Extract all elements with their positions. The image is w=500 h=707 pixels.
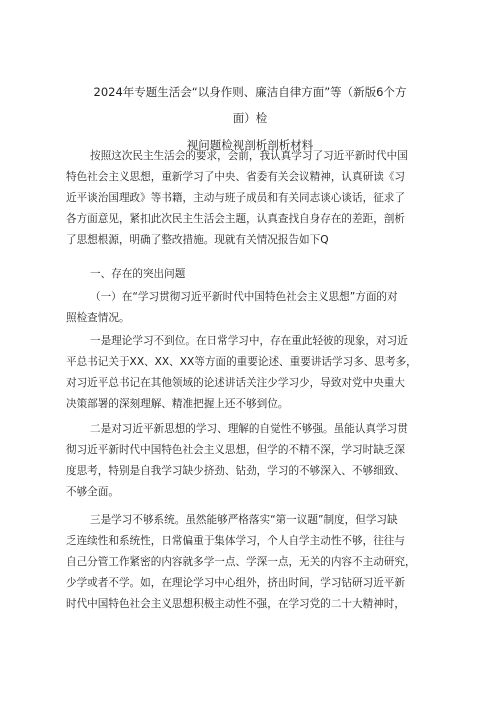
text-line: 二是对习近平新思想的学习、理解的自觉性不够强。虽能认真学习贯 [90, 423, 408, 435]
text-line: 对习近平总书记在其他领域的论述讲话关注少学习少，导致对党中央重大 [66, 377, 405, 389]
point-two-paragraph [66, 419, 436, 503]
text-line: 三是学习不够系统。虽然能够严格落实“第一议题”制度，但学习缺 [90, 514, 398, 526]
text-line: 决策部署的深刻理解、精准把握上还不够到位。 [66, 398, 289, 410]
text-line: 了思想根源，明确了整改措施。现就有关情况报告如下Q [66, 234, 329, 246]
text-line: 度思考，特别是自我学习缺少挤劲、钻劲，学习的不够深入、不够细致、 [66, 465, 405, 477]
text-line: 按照这次民主生活会的要求，会前，我认真学习了习近平新时代中国 [90, 150, 408, 162]
text-line: 时代中国特色社会主义思想积极主动性不强，在学习党的二十大精神时， [66, 598, 405, 610]
subsection-heading-paragraph [66, 287, 436, 329]
text-line: 自己分管工作紧密的内容就多学一点、学深一点，无关的内容不主动研究， [66, 556, 416, 568]
text-line: 近平谈治国理政》等书籍，主动与班子成员和有关同志谈心谈话，征求了 [66, 192, 405, 204]
point-three-paragraph [66, 510, 436, 615]
text-line: 彻习近平新时代中国特色社会主义思想，但学的不精不深，学习时缺乏深 [66, 444, 405, 456]
text-line: 特色社会主义思想，重新学习了中央、省委有关会议精神，认真研读《习 [66, 171, 405, 183]
section-heading: 一、存在的突出问题 [90, 268, 186, 280]
text-line: 少学或者不学。如，在理论学习中心组外，挤出时间，学习钻研习近平新 [66, 577, 405, 589]
text-line: 乏连续性和系统性，日常偏重于集体学习，个人自学主动性不够，往往与 [66, 535, 405, 547]
text-line: 平总书记关于XX、XX、XX等方面的重要论述、重要讲话学习多、思考多， [66, 356, 417, 368]
text-line: 各方面意见，紧扣此次民主生活会主题，认真查找自身存在的差距，剖析 [66, 213, 405, 225]
document-title-line-1: 2024年专题生活会“以身作则、廉洁自律方面”等（新版6个方 [93, 85, 407, 99]
text-line: 照检查情况。 [66, 312, 130, 324]
text-line: 不够全面。 [66, 486, 119, 498]
text-line: （一）在“学习贯彻习近平新时代中国特色社会主义思想”方面的对 [90, 291, 398, 303]
point-one-paragraph [66, 331, 436, 415]
document-title-line-2: 面）检 [232, 111, 268, 125]
intro-paragraph [66, 146, 436, 251]
text-line: 一是理论学习不到位。在日常学习中，存在重此轻彼的现象，对习近 [90, 335, 408, 347]
document-title-line-3: 视问题检视剖析剖析材料 [186, 138, 314, 152]
